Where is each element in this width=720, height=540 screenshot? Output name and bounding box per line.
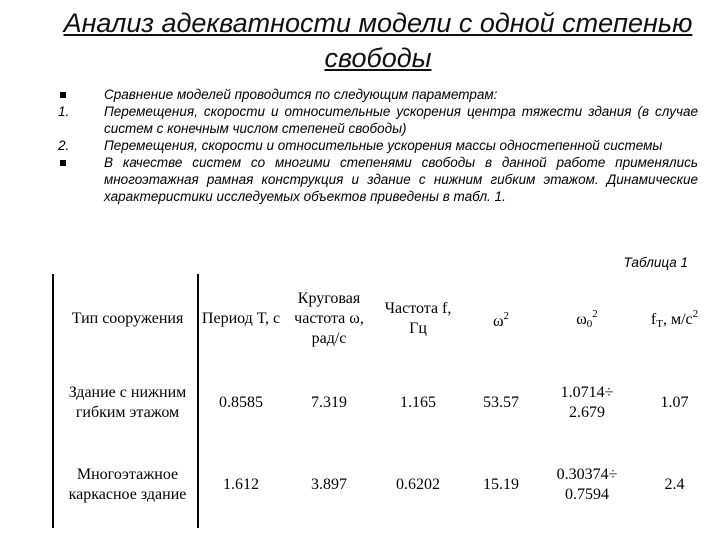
cell-type: Многоэтажное каркасное здание	[68, 466, 187, 503]
table-row	[56, 444, 716, 526]
header-structure-type: Тип сооружения	[71, 310, 184, 327]
bullet-text: Перемещения, скорости и относительные ускорения центра тяжести здания (в случае систем с конечным числом степеней свободы)	[104, 104, 698, 136]
item-number: 2.	[58, 138, 70, 153]
cell-frequency: 0.6202	[396, 476, 440, 493]
table-caption: Таблица 1	[623, 255, 688, 270]
cell-period: 0.8585	[219, 394, 263, 411]
bullet-text: В качестве систем со многими степенями свободы в данной работе применялись многоэтажная рамная конструкция и здание с нижним гибким этажом. Динамические характеристики исследуемых объектов приведены в табл. 1.	[104, 155, 698, 204]
cell-period: 1.612	[223, 476, 259, 493]
header-ft: $f_T$, $м/с^2$	[650, 308, 699, 330]
header-circular-frequency: Круговая частота ω, рад/с	[294, 290, 364, 347]
header-frequency: Частота f, Гц	[384, 300, 452, 337]
slide-title: Анализ адекватности модели с одной степенью свободы	[63, 8, 693, 73]
table-header-row	[56, 276, 716, 362]
bullet-item	[58, 154, 698, 205]
numbered-item	[58, 103, 698, 137]
cell-omega02: 1.0714÷ 2.679	[560, 384, 614, 421]
bullet-text: Перемещения, скорости и относительные ускорения массы одностепенной системы	[104, 138, 663, 153]
bullet-list	[58, 86, 698, 205]
cell-omega2: 15.19	[483, 476, 519, 493]
table-row	[56, 362, 716, 444]
parameters-table	[56, 276, 716, 526]
cell-circular: 3.897	[311, 476, 347, 493]
bullet-text: Сравнение моделей проводится по следующим параметрам:	[104, 87, 498, 102]
cell-omega2: 53.57	[483, 394, 519, 411]
cell-type: Здание с нижним гибким этажом	[68, 384, 187, 421]
cell-frequency: 1.165	[400, 394, 436, 411]
cell-ft: 2.4	[664, 476, 685, 493]
cell-circular: 7.319	[311, 394, 347, 411]
header-period: Период Т, с	[201, 310, 281, 327]
square-bullet-icon	[60, 92, 66, 98]
square-bullet-icon	[60, 160, 66, 166]
table-left-border	[52, 274, 54, 528]
numbered-item	[58, 137, 698, 154]
header-omega0-squared: $\omega_0^2$	[576, 308, 598, 330]
header-omega-squared: $\omega^2$	[492, 310, 510, 330]
cell-omega02: 0.30374÷ 0.7594	[556, 466, 618, 503]
bullet-item	[58, 86, 698, 103]
cell-ft: 1.07	[660, 394, 689, 411]
item-number: 1.	[58, 104, 70, 119]
